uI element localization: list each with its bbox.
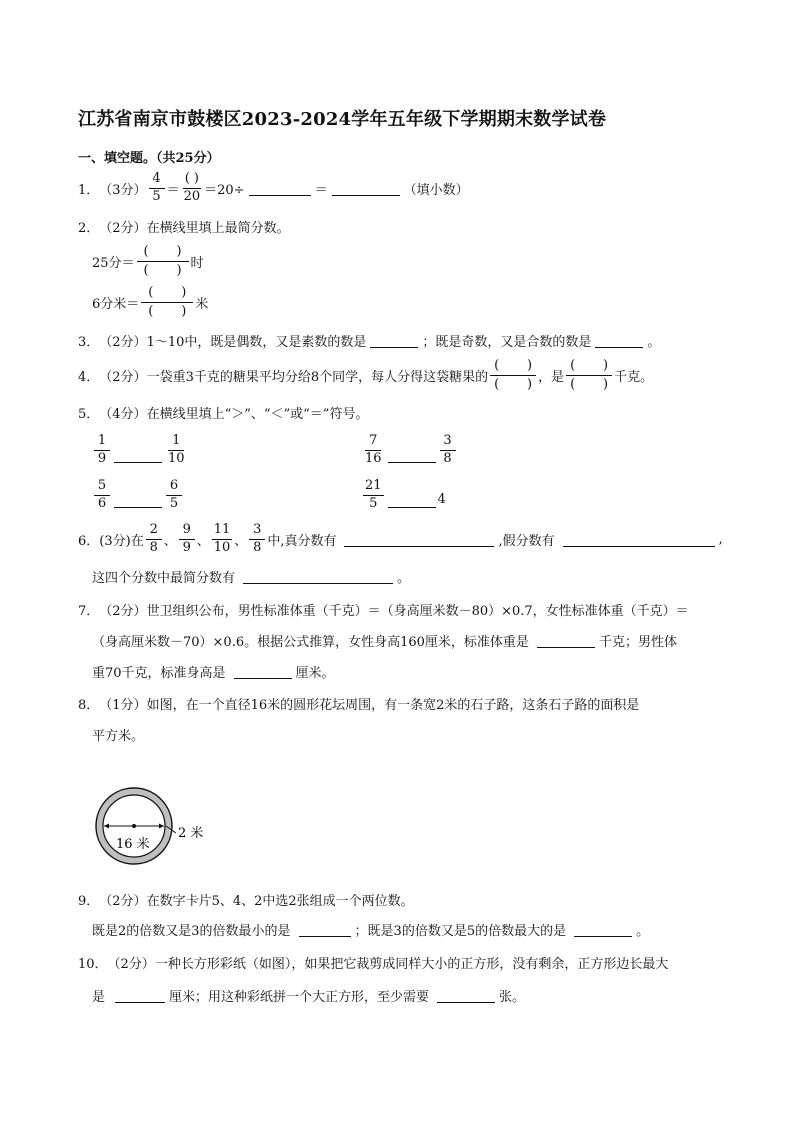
paren-pair [144,263,182,279]
q-text: ；既是3的倍数又是5的倍数最大的是 [354,924,567,939]
q-text: 25分＝ [92,255,135,271]
q-text: 厘米。 [295,666,335,681]
paren-pair [494,358,532,374]
q-text: 千克。 [614,369,654,385]
q-text: ；既是奇数，又是合数的数是 [422,335,592,350]
q-score: (3分) [99,533,131,549]
q-score: （2分） [99,221,147,236]
fraction-blank[interactable] [141,285,193,319]
fraction: $\frac{4}{5}$ [149,172,165,205]
fraction: $\frac{7}{16}$ [365,433,382,466]
exam-title: 江苏省南京市鼓楼区2023-2024学年五年级下学期期末数学试卷 [78,109,607,130]
q-text: 在数字卡片5、4、2中选2张组成一个两位数。 [146,894,414,909]
paren: ) [527,358,533,373]
paren: ) [181,303,187,319]
q-number: 8． [78,698,100,713]
fraction-blank[interactable] [566,358,612,392]
q-text: , [718,531,723,547]
q-score: （2分） [99,335,147,350]
paren: ( [148,285,154,300]
answer-blank[interactable] [437,988,495,1003]
paren: ) [603,358,609,373]
q-score: （1分） [99,698,147,713]
answer-blank[interactable] [574,922,632,937]
paren: ( [494,358,500,373]
fraction: $\frac{2}{8}$ [146,523,162,556]
q-text: 米 [195,296,209,312]
q-score: （4分） [99,407,147,422]
paren-pair [570,358,608,374]
q-text: 在横线里填上“＞”、“＜”或“＝”符号。 [146,407,369,422]
answer-blank[interactable] [234,664,292,679]
paren: ) [603,376,609,392]
q-number: 6． [78,533,100,549]
answer-blank[interactable] [595,333,643,348]
q7-line-2 [92,631,677,650]
q-text: 张。 [499,990,526,1005]
answer-blank[interactable] [114,448,162,463]
compare-item [92,479,184,512]
paren: ( [148,303,154,319]
paren-pair [144,244,182,260]
width-label: 2 米 [178,826,204,841]
q-text: 既是2的倍数又是3的倍数最小的是 [92,924,291,939]
q-number: 5． [78,407,100,422]
fraction: $\frac{9}{9}$ [179,523,195,556]
paren: ) [176,244,182,259]
q6-line-2 [92,567,410,586]
answer-blank[interactable] [344,532,494,547]
q-score: （2分） [99,894,147,909]
question-7 [78,600,689,619]
answer-blank[interactable] [537,633,595,648]
q-number: 4． [78,369,100,385]
answer-blank[interactable] [370,333,418,348]
fraction-blank[interactable] [137,244,189,278]
answer-blank[interactable] [299,922,351,937]
q-text: 在 [130,533,144,549]
q-score: （2分） [99,604,147,619]
q10-line-2 [92,986,525,1005]
q-score: （2分） [107,957,155,972]
paren: ( [143,244,149,259]
q-text: 厘米；用这种彩纸拼一个大正方形，至少需要 [169,990,430,1005]
separator: 、 [163,533,177,549]
denominator [137,262,189,279]
integer-value: 4 [437,491,446,507]
answer-blank[interactable] [243,569,393,584]
q7-line-3 [92,662,335,681]
answer-blank[interactable] [115,988,165,1003]
q-text: 重70千克，标准身高是 [92,666,226,681]
fraction: $\frac{3}{8}$ [440,434,456,467]
question-5 [78,403,368,422]
q-text: 是 [92,990,106,1005]
compare-item [361,479,446,512]
question-3 [78,331,660,350]
q-text: 。 [647,335,661,350]
numerator [141,285,193,303]
fraction: $\frac{5}{6}$ [94,479,110,512]
separator: 、 [196,533,210,549]
q-text: 世卫组织公布，男性标准体重（千克）＝（身高厘米数－80）×0.7，女性标准体重（千克）＝ [146,604,689,619]
q-text: 千克；男性体 [598,635,677,650]
question-10 [78,953,668,972]
q-text: 。 [397,571,411,586]
denominator [141,303,193,320]
q9-line-2 [92,920,649,939]
q2-line-2 [92,285,208,319]
q8-line-2 [92,725,144,744]
answer-blank[interactable] [388,493,436,508]
q-text: 如图，在一个直径16米的圆形花坛周围，有一条宽2米的石子路，这条石子路的面积是 [146,698,640,713]
paren-pair [148,304,186,320]
q-score: （2分） [99,369,147,385]
diameter-label: 16 米 [116,837,150,852]
denominator [566,376,612,393]
q-text: 。 [636,924,650,939]
q-number: 1． [78,182,100,198]
q-number: 2． [78,221,100,236]
equals-sign: ＝ [314,182,328,198]
numerator [566,358,612,376]
ring-figure [92,786,222,870]
denominator [490,376,536,393]
paren: ) [176,262,182,278]
question-9 [78,890,414,909]
answer-blank[interactable] [388,448,436,463]
paren-pair [148,285,186,301]
paren: ( [494,376,500,392]
fraction-blank[interactable]: $\frac{( )}{20}$ [183,171,201,204]
answer-blank[interactable] [249,181,311,196]
q-number: 3． [78,335,100,350]
separator: 、 [234,533,248,549]
paren-pair [494,377,532,393]
q-text: 平方米。 [92,729,145,744]
q-text: ，是 [538,369,565,385]
compare-item [361,434,458,467]
fraction: $\frac{21}{5}$ [365,478,382,511]
paren: ( [570,358,576,373]
question-4 [78,358,653,392]
paren: ) [527,376,533,392]
q-number: 10． [78,957,108,972]
paren: ( [143,262,149,278]
q-text: 在横线里填上最简分数。 [146,221,290,236]
q-text: 这四个分数中最简分数有 [92,571,236,586]
numerator [137,244,189,262]
q-text: 一袋重3千克的糖果平均分给8个同学，每人分得这袋糖果的 [146,369,489,385]
q-number: 7． [78,604,100,619]
equals-sign: ＝ [166,182,180,198]
q2-line-1 [92,244,204,278]
fraction: $\frac{6}{5}$ [166,479,182,512]
fraction: $\frac{1}{10}$ [168,433,185,466]
q-text: 中,真分数有 [267,533,337,549]
center-dot [132,824,136,828]
answer-blank[interactable] [332,181,400,196]
division-text: ＝20÷ [204,182,245,198]
fraction: $\frac{11}{10}$ [213,522,231,555]
answer-blank[interactable] [114,493,162,508]
question-2 [78,217,290,236]
fraction: $\frac{3}{8}$ [249,523,265,556]
section-heading: 一、填空题。（共25分） [78,151,220,166]
q-text: 6分米＝ [92,296,140,312]
numerator [490,358,536,376]
ring-diagram [92,786,222,866]
answer-blank[interactable] [563,532,715,547]
q-text: （身高厘米数－70）×0.6。根据公式推算，女性身高160厘米，标准体重是 [92,635,529,650]
q-text: 时 [190,255,204,271]
compare-item [92,434,189,467]
question-8 [78,694,639,713]
q-text: 1～10中，既是偶数，又是素数的数是 [146,335,367,350]
paren: ) [181,285,187,300]
fraction-blank[interactable] [490,358,536,392]
question-1 [78,172,469,205]
question-6 [78,523,723,556]
q-note: （填小数） [403,182,469,198]
paren: ( [570,376,576,392]
q-number: 9． [78,894,100,909]
q-score: （3分） [99,182,147,198]
paren-pair [570,377,608,393]
q-text: ,假分数有 [498,533,555,549]
fraction: $\frac{1}{9}$ [94,434,110,467]
q-text: 一种长方形彩纸（如图），如果把它裁剪成同样大小的正方形，没有剩余，正方形边长最大 [154,957,669,972]
